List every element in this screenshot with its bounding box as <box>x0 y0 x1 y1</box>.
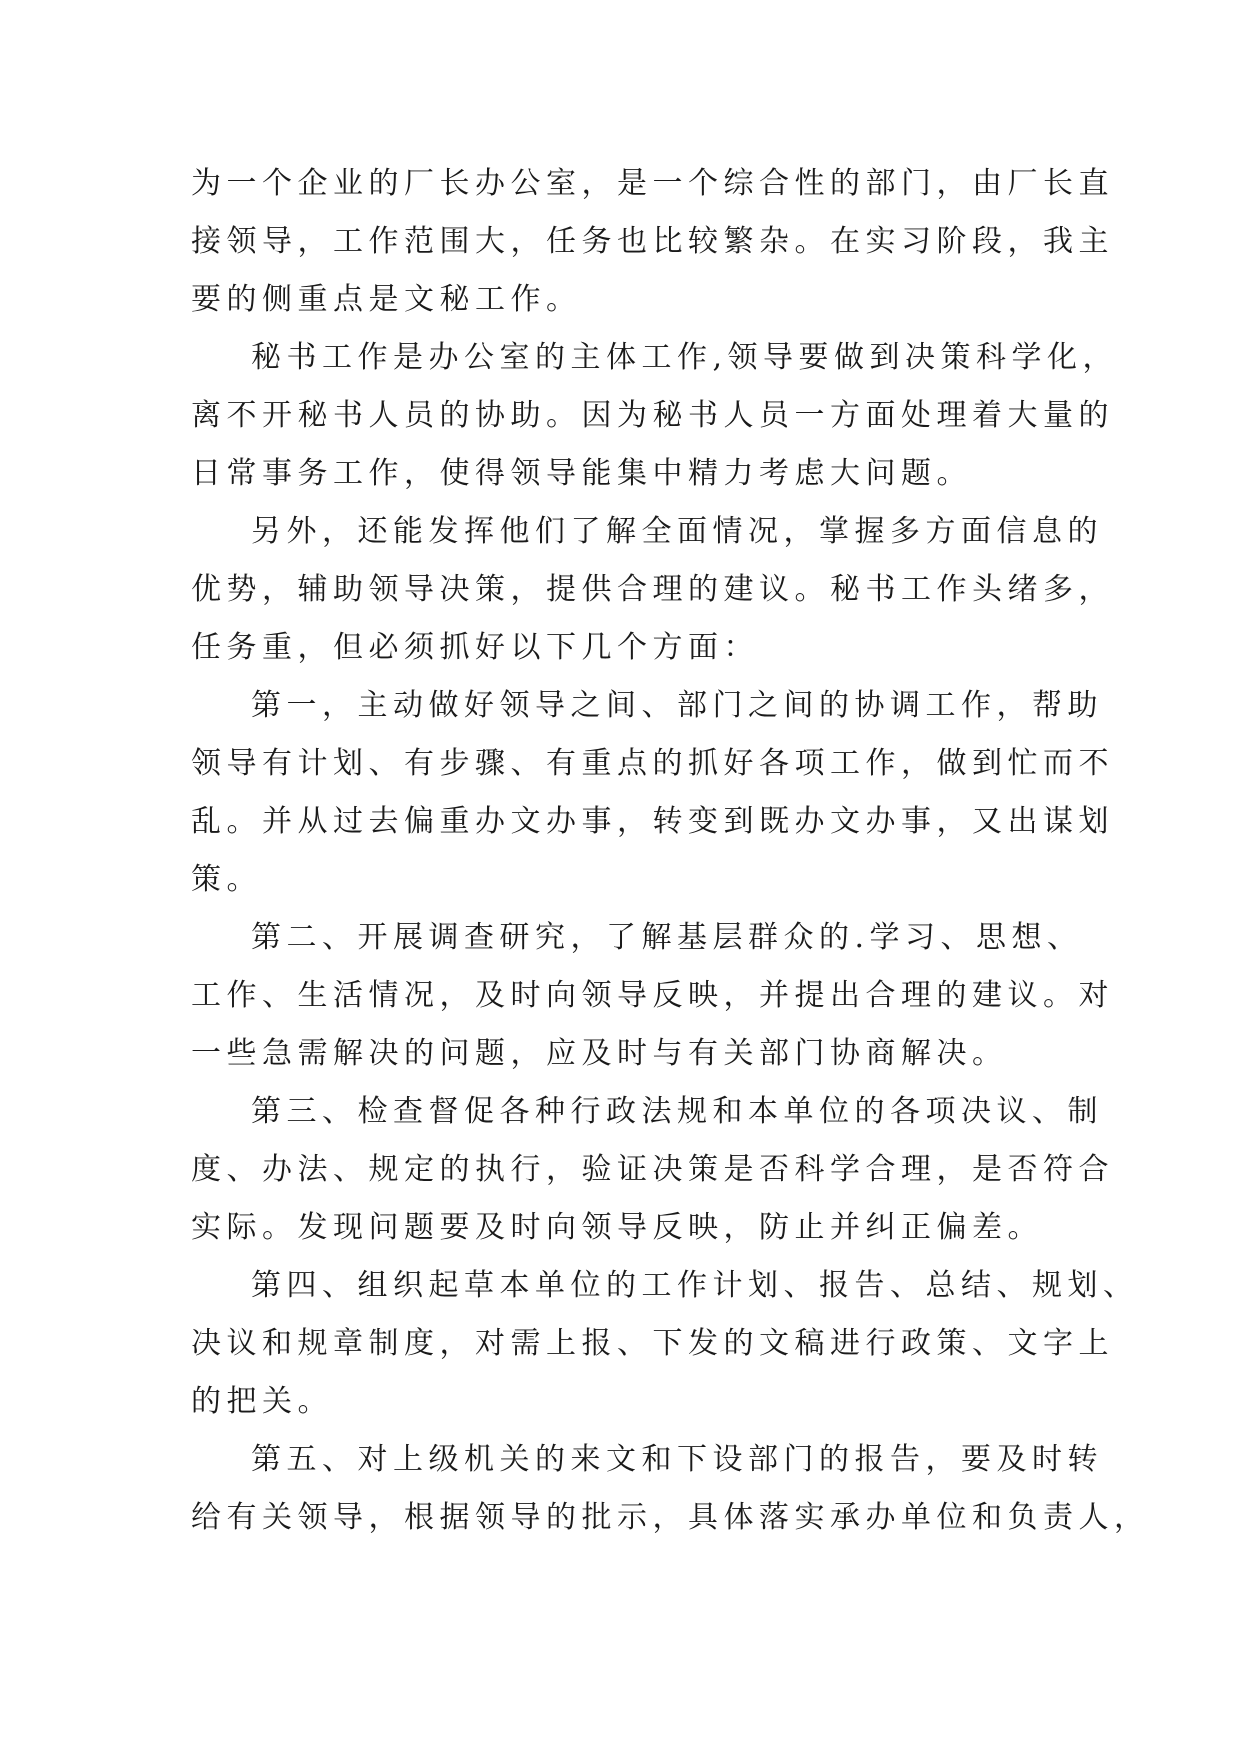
paragraph-line: 第二、开展调查研究，了解基层群众的.学习、思想、 <box>251 920 1083 955</box>
paragraph-line: 第三、检查督促各种行政法规和本单位的各项决议、制 <box>251 1094 1103 1129</box>
paragraph-line: 度、办法、规定的执行，验证决策是否科学合理，是否符合 <box>191 1152 1114 1187</box>
paragraph-8 <box>191 1431 1150 1547</box>
paragraph-line: 的把关。 <box>191 1384 333 1419</box>
paragraph-line: 一些急需解决的问题，应及时与有关部门协商解决。 <box>191 1036 1008 1071</box>
paragraph-line: 策。 <box>191 862 262 897</box>
paragraph-line: 乱。并从过去偏重办文办事，转变到既办文办事，又出谋划 <box>191 804 1114 839</box>
paragraph-line: 为一个企业的厂长办公室，是一个综合性的部门，由厂长直 <box>191 166 1114 201</box>
paragraph-line: 要的侧重点是文秘工作。 <box>191 282 582 317</box>
paragraph-line: 给有关领导，根据领导的批示，具体落实承办单位和负责人， <box>191 1500 1150 1535</box>
paragraph-line: 任务重，但必须抓好以下几个方面： <box>191 630 759 665</box>
paragraph-2 <box>191 329 1119 503</box>
paragraph-6 <box>191 1083 1114 1257</box>
paragraph-4 <box>191 677 1114 909</box>
paragraph-line: 优势，辅助领导决策，提供合理的建议。秘书工作头绪多， <box>191 572 1114 607</box>
paragraph-5 <box>191 909 1114 1083</box>
paragraph-7 <box>191 1257 1139 1431</box>
paragraph-line: 离不开秘书人员的协助。因为秘书人员一方面处理着大量的 <box>191 398 1114 433</box>
paragraph-line: 另外，还能发挥他们了解全面情况，掌握多方面信息的 <box>251 514 1103 549</box>
paragraph-line: 接领导，工作范围大，任务也比较繁杂。在实习阶段，我主 <box>191 224 1114 259</box>
paragraph-line: 工作、生活情况，及时向领导反映，并提出合理的建议。对 <box>191 978 1114 1013</box>
paragraph-line: 第五、对上级机关的来文和下设部门的报告，要及时转 <box>251 1442 1103 1477</box>
paragraph-line: 第一，主动做好领导之间、部门之间的协调工作，帮助 <box>251 688 1103 723</box>
paragraph-line: 决议和规章制度，对需上报、下发的文稿进行政策、文字上 <box>191 1326 1114 1361</box>
paragraph-3 <box>191 503 1114 677</box>
paragraph-line: 实际。发现问题要及时向领导反映，防止并纠正偏差。 <box>191 1210 1043 1245</box>
paragraph-line: 秘书工作是办公室的主体工作,领导要做到决策科学化， <box>251 340 1119 375</box>
document-body <box>191 155 1150 1547</box>
paragraph-line: 日常事务工作，使得领导能集中精力考虑大问题。 <box>191 456 972 491</box>
paragraph-1 <box>191 155 1114 329</box>
paragraph-line: 领导有计划、有步骤、有重点的抓好各项工作，做到忙而不 <box>191 746 1114 781</box>
paragraph-line: 第四、组织起草本单位的工作计划、报告、总结、规划、 <box>251 1268 1139 1303</box>
